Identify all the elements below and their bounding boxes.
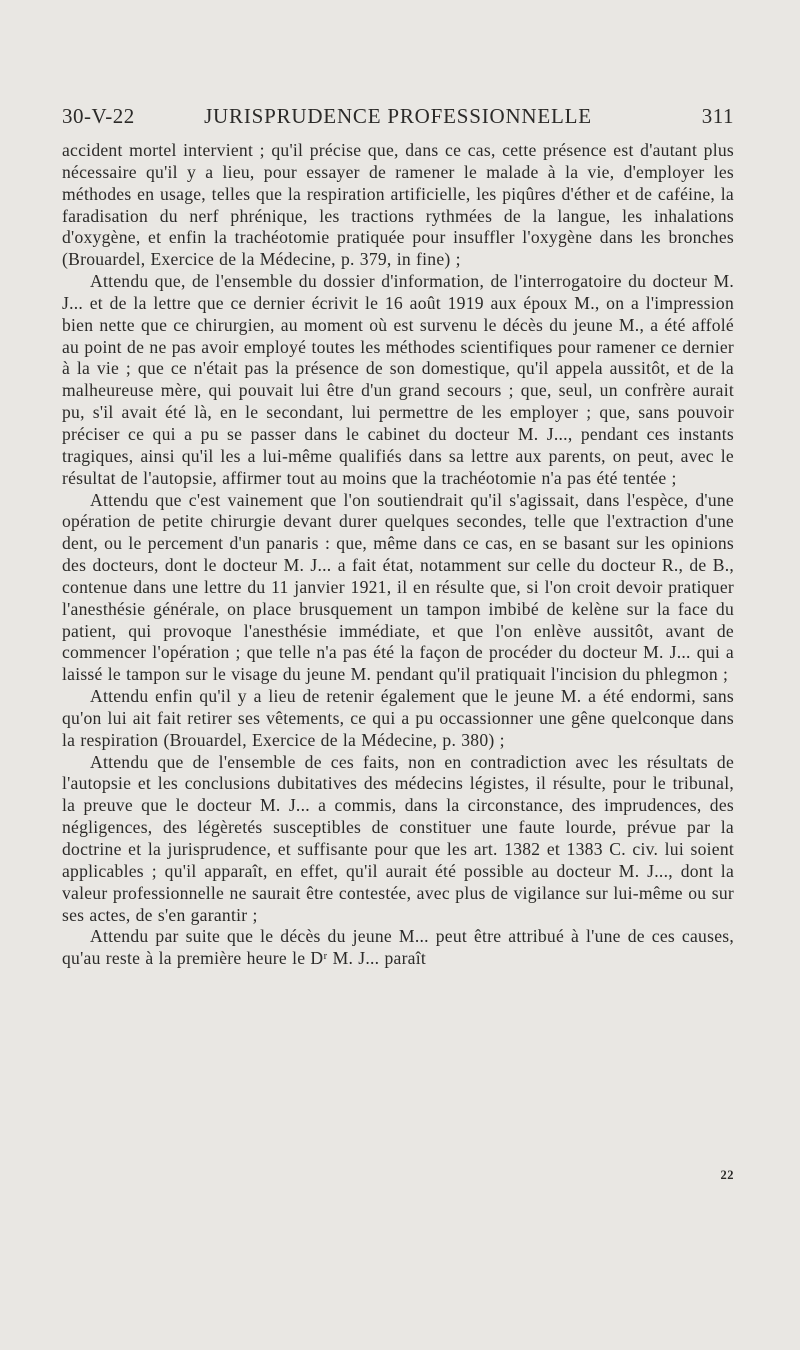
paragraph-2: Attendu que, de l'ensemble du dossier d'information, de l'interrogatoire du docteur M. J... et de la lettre que ce dernier écrivit le 16 août 1919 aux époux M., on a l'impression bien nette que ce chirurgien, au moment où est survenu le décès du jeune M., a été affolé au point de ne pas avoir employé toutes les méthodes scientifiques pour ramener ce dernier à la vie ; que ce n'était pas la présence de son domestique, qu'il appela aussitôt, et de la malheureuse mère, qui pouvait lui être d'un grand secours ; que, seul, un confrère aurait pu, s'il avait été là, en le secondant, lui permettre de les employer ; que, sans pouvoir préciser ce qui a pu se passer dans le cabinet du docteur M. J..., pendant ces instants tragiques, ainsi qu'il les a lui-même qualifiés dans sa lettre aux parents, on peut, avec le résultat de l'autopsie, affirmer tout au moins que la trachéotomie n'a pas été tentée ; bbox=[62, 271, 734, 488]
paragraph-5: Attendu que de l'ensemble de ces faits, non en contradiction avec les résultats de l'autopsie et les conclusions dubitatives des médecins légistes, il résulte, pour le tribunal, la preuve que le docteur M. J... a commis, dans la circonstance, des imprudences, des négligences, des légèretés susceptibles de constituer une faute lourde, prévue par la doctrine et la jurisprudence, et suffisante pour que les art. 1382 et 1383 C. civ. lui soient applicables ; qu'il apparaît, en effet, qu'il aurait été possible au docteur M. J..., dont la valeur professionnelle ne saurait être contestée, avec plus de vigilance sur lui-même ou sur ses actes, de s'en garantir ; bbox=[62, 751, 734, 925]
header-date: 30-V-22 bbox=[62, 104, 135, 128]
paragraph-3: Attendu que c'est vainement que l'on soutiendrait qu'il s'agissait, dans l'espèce, d'une opération de petite chirurgie devant durer quelques secondes, telle que l'extraction d'une dent, ou le percement d'un panaris : que, même dans ce cas, en se basant sur les opinions des docteurs, dont le docteur M. J... a fait état, notamment sur celle du docteur R., de B., contenue dans une lettre du 11 janvier 1921, il en résulte que, si l'on croit devoir pratiquer l'anesthésie générale, on place brusquement un tampon imbibé de kelène sur la face du patient, qui provoque l'anesthésie immédiate, et que l'on enlève aussitôt, avant de commencer l'opération ; que telle n'a pas été la façon de procéder du docteur M. J... qui a laissé le tampon sur le visage du jeune M. pendant qu'il pratiquait l'incision du phlegmon ; bbox=[62, 489, 734, 685]
page-body bbox=[62, 140, 734, 970]
header-title: JURISPRUDENCE PROFESSIONNELLE bbox=[204, 104, 592, 128]
paragraph-6: Attendu par suite que le décès du jeune M... peut être attribué à l'une de ces causes, qu'au reste à la première heure le Dʳ M. J... paraît bbox=[62, 926, 734, 969]
paragraph-1: accident mortel intervient ; qu'il précise que, dans ce cas, cette présence est d'autant plus nécessaire qu'il y a lieu, pour essayer de ramener le malade à la vie, d'employer les méthodes en usage, telles que la respiration artificielle, les piqûres d'éther et de caféine, la faradisation du nerf phrénique, les tractions rythmées de la langue, les inhalations d'oxygène, et enfin la trachéotomie pratiquée pour insuffler l'oxygène dans les bronches (Brouardel, Exercice de la Médecine, p. 379, in fine) ; bbox=[62, 140, 734, 270]
running-header bbox=[62, 104, 734, 134]
paragraph-4: Attendu enfin qu'il y a lieu de retenir également que le jeune M. a été endormi, sans qu'on lui ait fait retirer ses vêtements, ce qui a pu occassionner une gêne quelconque dans la respiration (Brouardel, Exercice de la Médecine, p. 380) ; bbox=[62, 686, 734, 750]
page-number: 311 bbox=[701, 104, 734, 128]
signature-mark: 22 bbox=[720, 1168, 734, 1182]
